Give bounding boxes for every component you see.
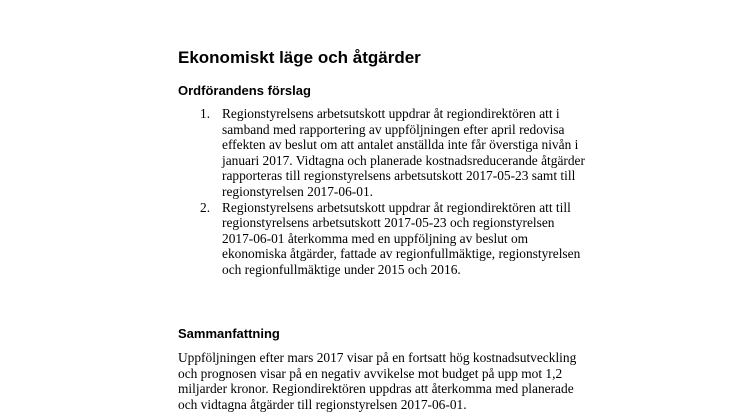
proposal-item-number: 2. bbox=[200, 199, 211, 215]
proposal-item-line: 2017-06-01 återkomma med en uppföljning av beslut om bbox=[222, 230, 529, 246]
summary-line: miljarder kronor. Regiondirektören uppdras att återkomma med planerade bbox=[178, 381, 574, 397]
summary-line: Uppföljningen efter mars 2017 visar på en fortsatt hög kostnadsutveckling bbox=[178, 350, 577, 365]
proposal-item-line: ekonomiska åtgärder, fattade av regionfullmäktige, regionstyrelsen bbox=[222, 246, 581, 262]
proposal-heading: Ordförandens förslag bbox=[178, 83, 311, 98]
proposal-item-1 bbox=[0, 106, 746, 200]
summary-paragraph bbox=[178, 350, 576, 412]
document-title: Ekonomiskt läge och åtgärder bbox=[178, 48, 421, 67]
proposal-list bbox=[0, 106, 746, 278]
summary-line: och prognosen visar på en negativ avvikelse mot budget på upp mot 1,2 bbox=[178, 365, 563, 381]
proposal-item-line: rapporteras till regionstyrelsens arbetsutskott 2017-05-23 samt till bbox=[222, 168, 576, 184]
proposal-item-line: samband med rapportering av uppföljningen efter april redovisa bbox=[222, 121, 565, 137]
summary-heading: Sammanfattning bbox=[178, 326, 280, 341]
proposal-item-line: januari 2017. Vidtagna och planerade kostnadsreducerande åtgärder bbox=[222, 152, 585, 168]
proposal-item-number: 1. bbox=[200, 106, 211, 121]
summary-line: och vidtagna åtgärder till regionstyrelsen 2017-06-01. bbox=[178, 396, 467, 412]
proposal-item-2 bbox=[0, 200, 746, 278]
proposal-item-line: regionstyrelsens arbetsutskott 2017-05-23 och regionstyrelsen bbox=[222, 215, 555, 231]
proposal-item-line: effekten av beslut om att antalet anställda inte får överstiga nivån i bbox=[222, 137, 579, 153]
proposal-item-line: Regionstyrelsens arbetsutskott uppdrar åt regiondirektören att till bbox=[222, 199, 571, 215]
proposal-item-line: Regionstyrelsens arbetsutskott uppdrar åt regiondirektören att i bbox=[222, 106, 560, 121]
proposal-item-line: och regionfullmäktige under 2015 och 2016. bbox=[222, 261, 461, 277]
proposal-item-line: regionstyrelsen 2017-06-01. bbox=[222, 183, 373, 199]
